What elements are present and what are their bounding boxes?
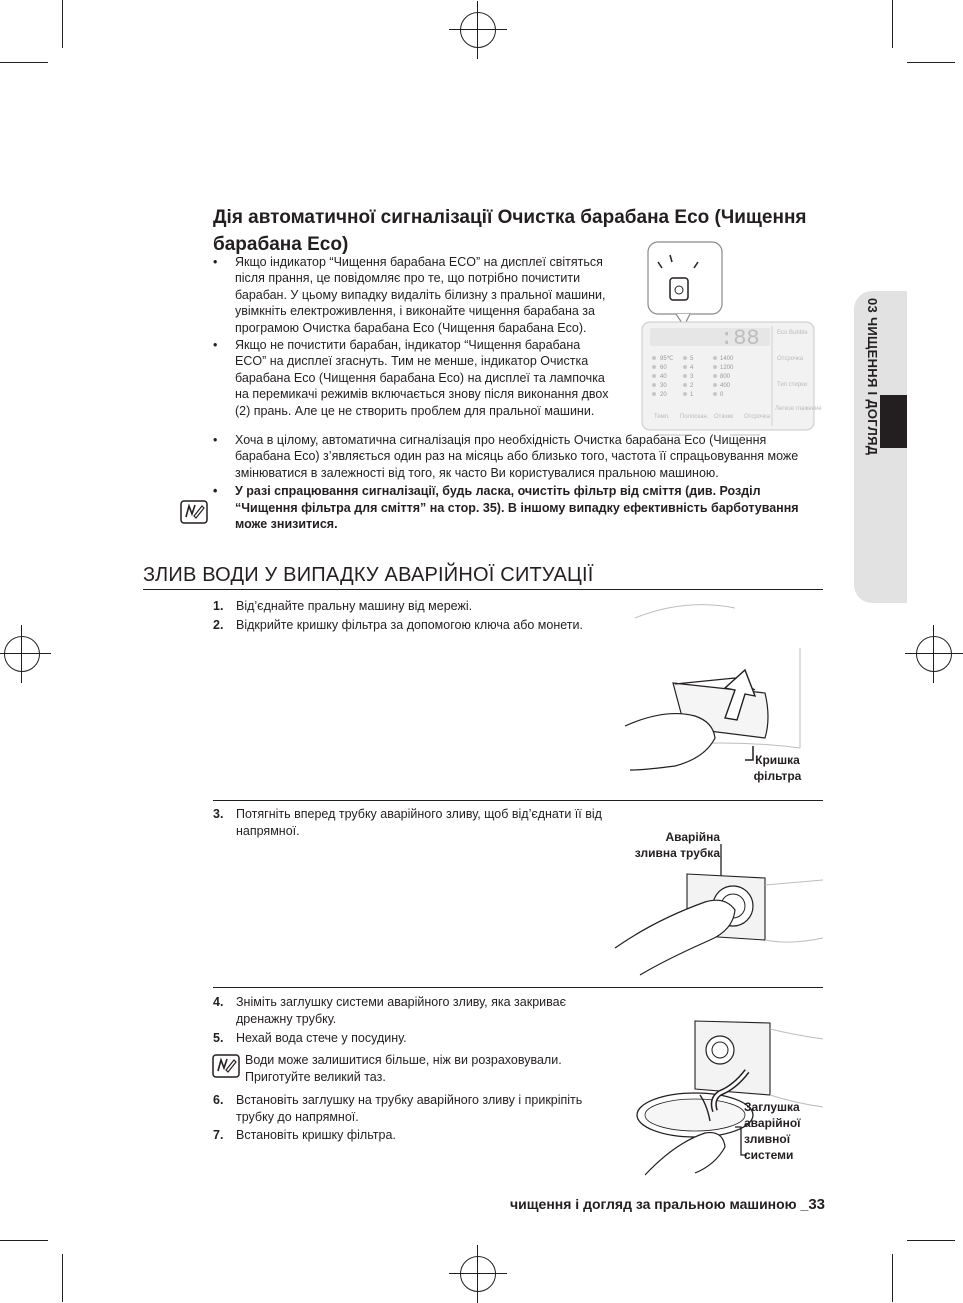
page-number: 33 <box>808 1196 826 1213</box>
crop-mark <box>62 0 63 48</box>
bullet-item-note <box>213 483 825 532</box>
step-number: 6. <box>213 1093 224 1107</box>
panel-temp-label: 20 <box>660 392 667 398</box>
bullet-list <box>213 254 613 419</box>
note-icon <box>212 1054 240 1078</box>
callout-drain-cap: Заглушка аварійної зливної системи <box>744 1100 801 1162</box>
footer-text: чищення і догляд за пральною машиною _ <box>510 1196 809 1212</box>
crop-mark <box>907 62 955 63</box>
bullet-list <box>213 432 813 532</box>
panel-spin-label: 1400 <box>720 356 734 362</box>
panel-rinse-label: 4 <box>690 365 694 371</box>
panel-spin-label: 0 <box>720 392 724 398</box>
bullet-text: Хоча в цілому, автоматична сигналізація про необхідність Очистка барабана Eco (Чищення барабана Eco) з’являється один раз на місяць або близько того, частота її спрацьовування може змінюватися в залежності від того, як часто Ви користувалися пральною машиною. <box>235 433 799 480</box>
step-number: 4. <box>213 995 224 1009</box>
note-icon <box>180 500 208 524</box>
callout-filter-cover: Кришка фільтра <box>753 753 802 783</box>
panel-temp-label: 95℃ <box>660 356 674 362</box>
panel-rinse-label: 2 <box>690 383 694 389</box>
registration-mark <box>460 1256 496 1292</box>
panel-right-label: Легкое глажение <box>775 406 822 412</box>
step-text: Від’єднайте пральну машину від мережі. <box>236 599 473 613</box>
registration-mark <box>460 12 496 48</box>
step-note: Води може залишитися більше, ніж ви розраховували. Приготуйте великий таз. <box>245 1053 562 1084</box>
step-divider <box>213 800 823 801</box>
panel-right-label: Eco Bubble <box>777 330 808 336</box>
registration-mark <box>4 636 40 672</box>
step-text: Зніміть заглушку системи аварійного зливу, яка закриває дренажну трубку. <box>236 995 566 1026</box>
bullet-item: • Якщо індикатор “Чищення барабана ECO” на дисплеї світяться після прання, це повідомляє про те, що потрібно почистити барабан. У цьому випадку видаліть білизну з пральної машини, увімкніть електроживлення, і виконайте чищення барабана за програмою Очистка барабана Eco (Чищення барабана Eco). <box>213 254 613 336</box>
panel-bottom-label: Отжим <box>714 414 734 420</box>
crop-mark <box>892 1254 893 1302</box>
crop-mark <box>0 1240 48 1241</box>
svg-text::88: :88 <box>720 326 760 351</box>
callout-emergency-tube: Аварійна зливна трубка <box>634 830 720 860</box>
step-number: 5. <box>213 1031 224 1045</box>
crop-mark <box>892 0 893 48</box>
panel-bottom-label: Полоскан. <box>680 414 709 420</box>
panel-temp-label: 60 <box>660 365 667 371</box>
step-divider <box>213 987 823 988</box>
page-footer <box>510 1196 825 1213</box>
control-panel-illustration <box>640 240 822 445</box>
panel-bottom-label: Темп. <box>654 414 670 420</box>
panel-temp-label: 40 <box>660 374 667 380</box>
panel-right-label: Тип стирки <box>777 382 808 388</box>
panel-spin-label: 400 <box>720 383 731 389</box>
panel-spin-label: 1200 <box>720 365 734 371</box>
note-text: У разі спрацювання сигналізації, будь ласка, очистіть фільтр від сміття (див. Розділ “Чищення фільтра для сміття” на стор. 35). В іншому випадку ефективність барботування може знизитися. <box>235 484 799 532</box>
panel-spin-label: 800 <box>720 374 731 380</box>
step-text: Встановіть заглушку на трубку аварійного зливу і прикріпіть трубку до напрямної. <box>236 1093 583 1124</box>
section-title: Дія автоматичної сигналізації Очистка барабана Eco (Чищення барабана Eco) <box>213 207 807 255</box>
panel-bottom-label: Отсрочка <box>744 414 771 420</box>
crop-mark <box>0 62 48 63</box>
panel-temp-label: 30 <box>660 383 667 389</box>
step-number: 1. <box>213 599 224 613</box>
crop-mark <box>62 1254 63 1302</box>
chapter-side-tab-label: 03 ЧИЩЕННЯ І ДОГЛЯД <box>865 298 880 456</box>
panel-rinse-label: 1 <box>690 392 694 398</box>
step-number: 7. <box>213 1128 224 1142</box>
step-number: 2. <box>213 618 224 632</box>
bullet-item: • Якщо не почистити барабан, індикатор “Чищення барабана ECO” на дисплеї згаснуть. Тим не менше, індикатор Очистка барабана Eco (Чищення барабана Eco) на дисплеї та лампочка на перемикачі режимів включається знову після виконання двох (2) прань. Але це не створить проблем для пральної машини. <box>213 337 613 419</box>
step-text: Відкрийте кришку фільтра за допомогою ключа або монети. <box>236 618 583 632</box>
step-number: 3. <box>213 807 224 821</box>
crop-mark <box>907 1240 955 1241</box>
chapter-rule <box>143 589 823 590</box>
panel-right-label: Отсрочка <box>777 356 804 362</box>
step-text: Нехай вода стече у посудину. <box>236 1031 407 1045</box>
chapter-side-tab-marker <box>880 395 907 448</box>
emergency-tube-illustration <box>615 840 825 975</box>
panel-rinse-label: 5 <box>690 356 694 362</box>
step-text: Встановіть кришку фільтра. <box>236 1128 396 1142</box>
panel-rinse-label: 3 <box>690 374 694 380</box>
step-text: Потягніть вперед трубку аварійного зливу, щоб від’єднати її від напрямної. <box>236 807 602 838</box>
chapter-title: ЗЛИВ ВОДИ У ВИПАДКУ АВАРІЙНОЇ СИТУАЦІЇ <box>143 564 594 586</box>
registration-mark <box>916 636 952 672</box>
